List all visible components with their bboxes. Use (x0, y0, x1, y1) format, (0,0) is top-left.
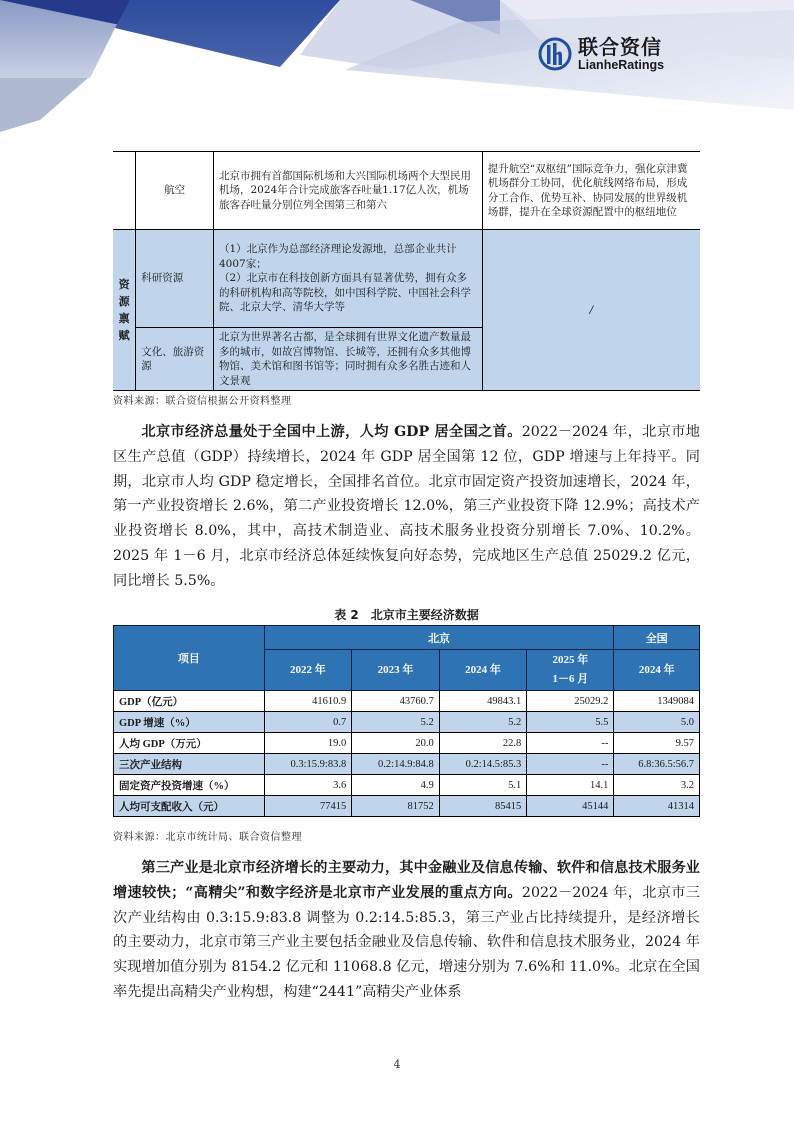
value-cell: 9.57 (614, 733, 700, 754)
value-cell: 6.8:36.5:56.7 (614, 754, 700, 775)
value-cell: 41610.9 (264, 691, 352, 712)
header-year: 2022 年 (264, 650, 352, 691)
current-cell (214, 230, 483, 328)
value-cell: 4.9 (352, 775, 440, 796)
page-number: 4 (393, 1058, 401, 1071)
value-cell: 49843.1 (439, 691, 527, 712)
table1-source-note: 资料来源：联合资信根据公开资料整理 (113, 396, 292, 407)
value-cell: 22.8 (439, 733, 527, 754)
header-year: 2023 年 (352, 650, 440, 691)
table-row (114, 775, 700, 796)
item-cell: 文化、旅游资源 (136, 328, 214, 391)
economic-data-table (113, 625, 700, 817)
table2-title: 表 2 北京市主要经济数据 (334, 608, 479, 622)
value-cell: 5.5 (527, 712, 614, 733)
brand-logo (538, 36, 664, 72)
table-row (113, 230, 700, 328)
table-row (114, 796, 700, 817)
header-year: 2024 年 (439, 650, 527, 691)
value-cell: 81752 (352, 796, 440, 817)
value-cell: 25029.2 (527, 691, 614, 712)
current-cell: 北京市拥有首都国际机场和大兴国际机场两个大型民用机场，2024年合计完成旅客吞吐量1.17亿人次，机场旅客吞吐量分别位列全国第三和第六 (214, 152, 483, 230)
header-decoration (0, 0, 794, 150)
value-cell: 3.6 (264, 775, 352, 796)
value-cell: 43760.7 (352, 691, 440, 712)
header-beijing: 北京 (264, 626, 614, 650)
row-label: GDP（亿元） (114, 691, 265, 712)
paragraph-body: 2022－2024 年，北京市地区生产总值（GDP）持续增长，2024 年 GDP 居全国第 12 位，GDP 增速与上年持平。同期，北京市人均 GDP 稳定增长，全国排名首位。北京市固定资产投资加速增长，2024 年，第一产业投资增长 2.6%，第二产业投资增长 12.0%，第三产业投资下降 12.9%；高技术产业投资增长 8.0%，其中，高技术制造业、高技术服务业投资分别增长 7.0%、10.2%。2025 年 1－6 月，北京市经济总体延续恢复向好态势，完成地区生产总值 25029.2 亿元，同比增长 5.5%。 (113, 424, 700, 589)
row-label: 固定资产投资增速（%） (114, 775, 265, 796)
header-national: 全国 (614, 626, 700, 650)
value-cell: 45144 (527, 796, 614, 817)
paragraph-economy (113, 420, 700, 594)
resource-table (113, 151, 700, 391)
header-2025-months: 1－6 月 (552, 673, 589, 685)
table-row (114, 691, 700, 712)
group-cell (113, 152, 136, 230)
value-cell: 20.0 (352, 733, 440, 754)
header-2025-year: 2025 年 (552, 654, 589, 666)
row-label: 人均可支配收入（元） (114, 796, 265, 817)
current-line: （2）北京市在科技创新方面具有显著优势，拥有众多的科研机构和高等院校，如中国科学院、中国社会科学院、北京大学、清华大学等 (219, 272, 471, 314)
value-cell: 5.0 (614, 712, 700, 733)
item-cell: 科研资源 (136, 230, 214, 328)
table-row (114, 712, 700, 733)
group-cell (113, 230, 136, 391)
current-cell: 北京为世界著名古都，是全球拥有世界文化遗产数量最多的城市，如故宫博物馆、长城等，还拥有众多其他博物馆、美术馆和图书馆等；同时拥有众多名胜古迹和人文景观 (214, 328, 483, 391)
value-cell: 5.2 (352, 712, 440, 733)
current-line: （1）北京作为总部经济理论发源地，总部企业共计4007家； (219, 243, 457, 270)
value-cell: 3.2 (614, 775, 700, 796)
row-label: 三次产业结构 (114, 754, 265, 775)
paragraph-lead: 北京市经济总量处于全国中上游，人均 GDP 居全国之首。 (141, 424, 522, 440)
logo-english-name: LianheRatings (578, 58, 665, 72)
row-label: GDP 增速（%） (114, 712, 265, 733)
value-cell: 0.2:14.9:84.8 (352, 754, 440, 775)
table-row (114, 754, 700, 775)
value-cell: 85415 (439, 796, 527, 817)
header-national-year: 2024 年 (614, 650, 700, 691)
value-cell: -- (527, 733, 614, 754)
table-row (113, 152, 700, 230)
value-cell: 1349084 (614, 691, 700, 712)
logo-chinese-name: 联合资信 (578, 35, 662, 59)
table-header-row (114, 626, 700, 650)
value-cell: 5.1 (439, 775, 527, 796)
plan-cell: / (482, 230, 700, 391)
group-label: 资源禀赋 (118, 278, 130, 342)
value-cell: 0.2:14.5:85.3 (439, 754, 527, 775)
header-year-2025 (527, 650, 614, 691)
value-cell: 19.0 (264, 733, 352, 754)
table2-source-note: 资料来源：北京市统计局、联合资信整理 (113, 832, 302, 843)
item-cell: 航空 (136, 152, 214, 230)
value-cell: 0.3:15.9:83.8 (264, 754, 352, 775)
paragraph-lead: 第三产业是北京市经济增长的主要动力，其中金融业及信息传输、软件和信息技术服务业增速较快；“高精尖”和数字经济是北京市产业发展的重点方向。 (113, 860, 700, 901)
lianhe-logo-icon (538, 37, 572, 71)
header-item: 项目 (114, 626, 265, 691)
plan-cell: 提升航空“双枢纽”国际竞争力，强化京津冀机场群分工协同，优化航线网络布局，形成分工合作、优势互补、协同发展的世界级机场群，提升在全球资源配置中的枢纽地位 (482, 152, 700, 230)
table-row (114, 733, 700, 754)
row-label: 人均 GDP（万元） (114, 733, 265, 754)
value-cell: 41314 (614, 796, 700, 817)
value-cell: 77415 (264, 796, 352, 817)
paragraph-industry (113, 856, 700, 1005)
value-cell: -- (527, 754, 614, 775)
value-cell: 0.7 (264, 712, 352, 733)
value-cell: 5.2 (439, 712, 527, 733)
paragraph-body: 2022－2024 年，北京市三次产业结构由 0.3:15.9:83.8 调整为 0.2:14.5:85.3，第三产业占比持续提升，是经济增长的主要动力，北京市第三产业主要包括金融业及信息传输、软件和信息技术服务业，2024 年实现增加值分别为 8154.2 亿元和 11068.8 亿元，增速分别为 7.6%和 11.0%。北京在全国率先提出高精尖产业构想，构建“2441”高精尖产业体系 (113, 884, 700, 1000)
value-cell: 14.1 (527, 775, 614, 796)
